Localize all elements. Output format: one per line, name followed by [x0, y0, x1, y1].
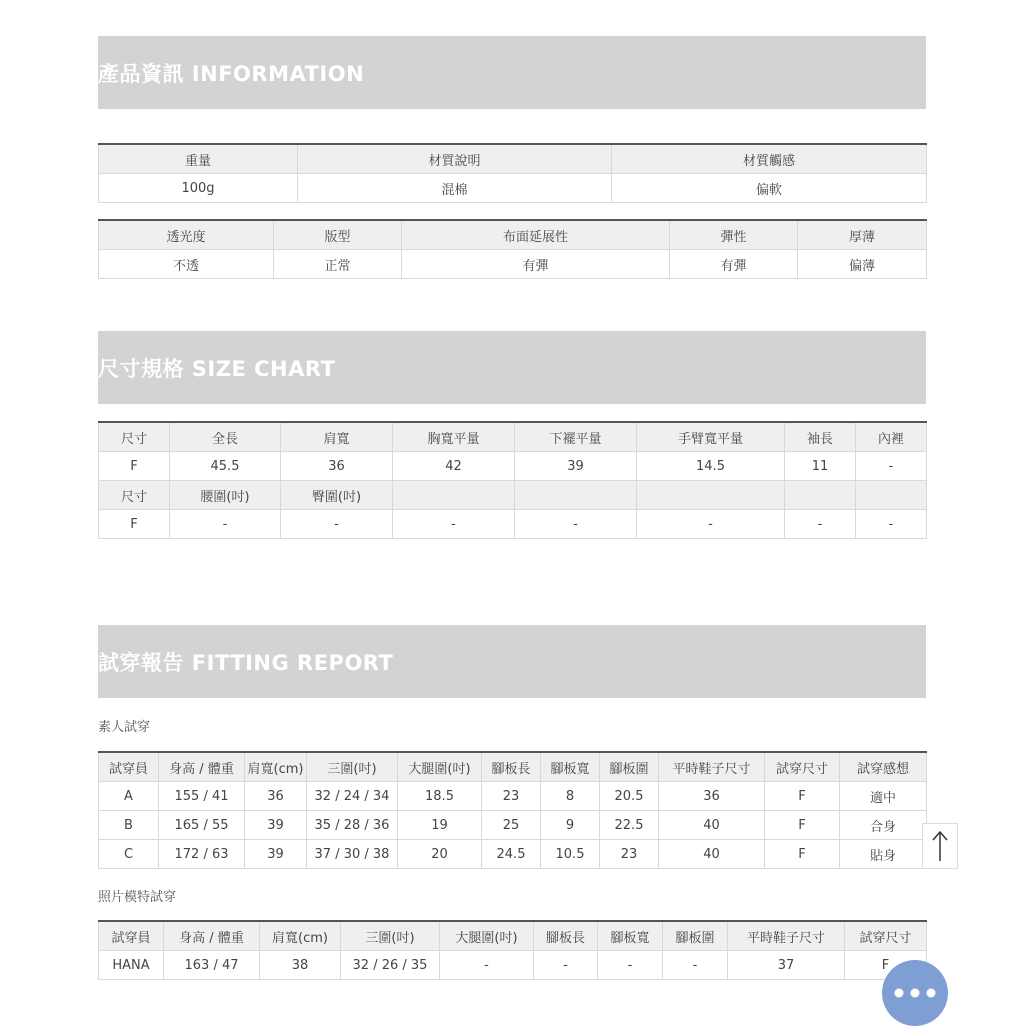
- table-cell: F: [765, 840, 840, 869]
- table-cell: -: [393, 510, 515, 539]
- header-cell: 平時鞋子尺寸: [659, 752, 765, 782]
- header-cell: 肩寬(cm): [260, 921, 341, 951]
- section-title: 產品資訊 INFORMATION: [98, 61, 365, 86]
- header-cell: [637, 481, 785, 510]
- table-header-row: [99, 144, 927, 174]
- table-cell: A: [99, 782, 159, 811]
- header-cell: 內裡: [856, 422, 927, 452]
- table-cell: -: [440, 951, 534, 980]
- header-cell: 身高 / 體重: [164, 921, 260, 951]
- table-row: [99, 510, 927, 539]
- table-cell: 有彈: [402, 250, 670, 279]
- table-header-row: [99, 921, 927, 951]
- table-cell: C: [99, 840, 159, 869]
- table-cell: 35 / 28 / 36: [307, 811, 398, 840]
- table-cell: 45.5: [170, 452, 281, 481]
- header-cell: 腳板長: [534, 921, 598, 951]
- header-cell: 透光度: [99, 220, 274, 250]
- table-cell: F: [765, 811, 840, 840]
- header-cell: 下襬平量: [515, 422, 637, 452]
- section-title: 試穿報告 FITTING REPORT: [98, 650, 394, 675]
- table-cell: -: [534, 951, 598, 980]
- table-cell: 36: [281, 452, 393, 481]
- table-cell: -: [170, 510, 281, 539]
- table-header-row: [99, 752, 927, 782]
- table-row: [99, 174, 927, 203]
- header-cell: 全長: [170, 422, 281, 452]
- header-cell: 大腿圍(吋): [398, 752, 482, 782]
- header-cell: 手臂寬平量: [637, 422, 785, 452]
- table-cell: 42: [393, 452, 515, 481]
- table-cell: 偏軟: [612, 174, 927, 203]
- table-cell: -: [663, 951, 728, 980]
- table-cell: HANA: [99, 951, 164, 980]
- table-cell: 正常: [274, 250, 402, 279]
- header-cell: 平時鞋子尺寸: [728, 921, 845, 951]
- table-cell: 39: [245, 811, 307, 840]
- header-cell: 三圍(吋): [307, 752, 398, 782]
- table-cell: 混棉: [298, 174, 612, 203]
- table-header-row: [99, 481, 927, 510]
- header-cell: 腰圍(吋): [170, 481, 281, 510]
- table-cell: F: [845, 951, 927, 980]
- table-cell: 32 / 24 / 34: [307, 782, 398, 811]
- table-cell: F: [99, 452, 170, 481]
- table-cell: -: [637, 510, 785, 539]
- table-cell: 有彈: [670, 250, 798, 279]
- table-cell: 40: [659, 840, 765, 869]
- table-cell: 38: [260, 951, 341, 980]
- table-cell: 36: [245, 782, 307, 811]
- chat-button[interactable]: [882, 960, 948, 1026]
- table-cell: 40: [659, 811, 765, 840]
- table-cell: -: [856, 510, 927, 539]
- model-fitting-label: 照片模特試穿: [98, 890, 177, 905]
- table-cell: 165 / 55: [159, 811, 245, 840]
- table-cell: 14.5: [637, 452, 785, 481]
- table-cell: 172 / 63: [159, 840, 245, 869]
- header-cell: 尺寸: [99, 422, 170, 452]
- size-chart-table: [98, 421, 927, 539]
- section-title: 尺寸規格 SIZE CHART: [98, 356, 336, 381]
- info-table-2: [98, 219, 927, 279]
- table-cell: 23: [482, 782, 541, 811]
- table-cell: B: [99, 811, 159, 840]
- table-cell: 18.5: [398, 782, 482, 811]
- header-cell: 試穿尺寸: [765, 752, 840, 782]
- header-cell: 袖長: [785, 422, 856, 452]
- arrow-up-icon: [931, 829, 949, 863]
- table-cell: F: [99, 510, 170, 539]
- header-cell: 腳板圍: [663, 921, 728, 951]
- table-cell: 37 / 30 / 38: [307, 840, 398, 869]
- table-row: [99, 840, 927, 869]
- table-cell: F: [765, 782, 840, 811]
- table-cell: 25: [482, 811, 541, 840]
- table-cell: -: [281, 510, 393, 539]
- header-cell: 三圍(吋): [341, 921, 440, 951]
- table-cell: 20: [398, 840, 482, 869]
- header-cell: 版型: [274, 220, 402, 250]
- table-cell: 合身: [840, 811, 927, 840]
- section-header-information: [98, 36, 926, 109]
- table-cell: 39: [515, 452, 637, 481]
- table-cell: 155 / 41: [159, 782, 245, 811]
- scroll-to-top-button[interactable]: [922, 823, 958, 869]
- table-cell: 11: [785, 452, 856, 481]
- header-cell: 臀圍(吋): [281, 481, 393, 510]
- table-header-row: [99, 220, 927, 250]
- header-cell: [856, 481, 927, 510]
- header-cell: 試穿員: [99, 752, 159, 782]
- table-cell: 貼身: [840, 840, 927, 869]
- header-cell: 大腿圍(吋): [440, 921, 534, 951]
- table-row: [99, 250, 927, 279]
- table-row: [99, 452, 927, 481]
- model-fitting-table: [98, 920, 927, 980]
- table-header-row: [99, 422, 927, 452]
- info-table-1: [98, 143, 927, 203]
- table-cell: 不透: [99, 250, 274, 279]
- table-row: [99, 811, 927, 840]
- header-cell: [393, 481, 515, 510]
- header-cell: 試穿員: [99, 921, 164, 951]
- table-cell: 32 / 26 / 35: [341, 951, 440, 980]
- table-cell: 163 / 47: [164, 951, 260, 980]
- more-dots-icon: [893, 987, 937, 999]
- header-cell: 尺寸: [99, 481, 170, 510]
- header-cell: 材質說明: [298, 144, 612, 174]
- table-cell: -: [598, 951, 663, 980]
- table-cell: 24.5: [482, 840, 541, 869]
- section-header-size-chart: [98, 331, 926, 404]
- table-cell: 37: [728, 951, 845, 980]
- table-cell: 9: [541, 811, 600, 840]
- header-cell: 試穿感想: [840, 752, 927, 782]
- table-cell: 36: [659, 782, 765, 811]
- table-cell: -: [515, 510, 637, 539]
- header-cell: 腳板寬: [598, 921, 663, 951]
- header-cell: 試穿尺寸: [845, 921, 927, 951]
- table-cell: 39: [245, 840, 307, 869]
- header-cell: 彈性: [670, 220, 798, 250]
- header-cell: 肩寬(cm): [245, 752, 307, 782]
- table-cell: 適中: [840, 782, 927, 811]
- header-cell: 厚薄: [798, 220, 927, 250]
- header-cell: 材質觸感: [612, 144, 927, 174]
- table-cell: 19: [398, 811, 482, 840]
- header-cell: 胸寬平量: [393, 422, 515, 452]
- header-cell: 身高 / 體重: [159, 752, 245, 782]
- table-cell: -: [856, 452, 927, 481]
- table-row: [99, 782, 927, 811]
- header-cell: 腳板寬: [541, 752, 600, 782]
- header-cell: [785, 481, 856, 510]
- header-cell: 腳板圍: [600, 752, 659, 782]
- header-cell: [515, 481, 637, 510]
- table-row: [99, 951, 927, 980]
- table-cell: 偏薄: [798, 250, 927, 279]
- amateur-fitting-label: 素人試穿: [98, 720, 151, 735]
- table-cell: -: [785, 510, 856, 539]
- table-cell: 8: [541, 782, 600, 811]
- table-cell: 10.5: [541, 840, 600, 869]
- table-cell: 22.5: [600, 811, 659, 840]
- section-header-fitting-report: [98, 625, 926, 698]
- header-cell: 布面延展性: [402, 220, 670, 250]
- table-cell: 100g: [99, 174, 298, 203]
- header-cell: 重量: [99, 144, 298, 174]
- amateur-fitting-table: [98, 751, 927, 869]
- table-cell: 20.5: [600, 782, 659, 811]
- table-cell: 23: [600, 840, 659, 869]
- header-cell: 腳板長: [482, 752, 541, 782]
- header-cell: 肩寬: [281, 422, 393, 452]
